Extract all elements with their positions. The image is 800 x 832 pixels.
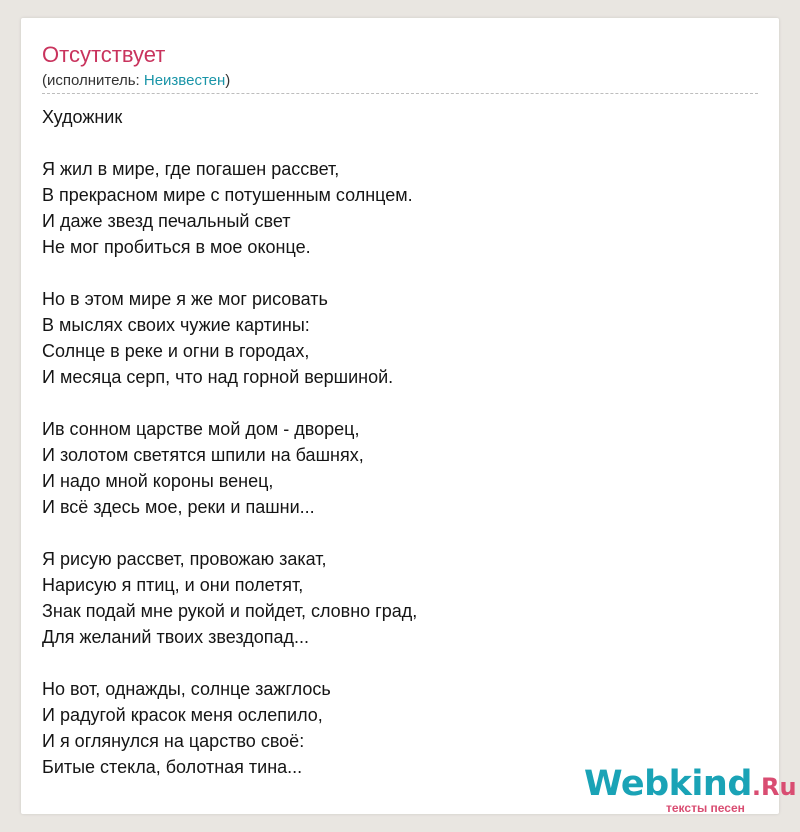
lyric-line	[42, 520, 417, 546]
webkind-logo[interactable]	[584, 763, 797, 815]
lyric-line: И я оглянулся на царство своё:	[42, 731, 305, 751]
lyrics-text	[42, 104, 417, 780]
lyric-line: Для желаний твоих звездопад...	[42, 627, 309, 647]
logo-tagline: тексты песен	[666, 801, 745, 815]
lyric-line: Не мог пробиться в мое оконце.	[42, 237, 311, 257]
lyric-line: И радугой красок меня ослепило,	[42, 705, 323, 725]
lyric-line	[42, 390, 417, 416]
lyric-line: И всё здесь мое, реки и пашни...	[42, 497, 315, 517]
lyric-line: В прекрасном мире с потушенным солнцем.	[42, 185, 413, 205]
artist-link[interactable]: Неизвестен	[143, 72, 226, 89]
artist-line	[42, 72, 230, 90]
lyrics-card	[21, 18, 797, 815]
lyric-line: Я рисую рассвет, провожаю закат,	[42, 549, 327, 569]
lyric-line: Художник	[42, 107, 123, 127]
lyric-line: В мыслях своих чужие картины:	[42, 315, 310, 335]
lyric-line: И даже звезд печальный свет	[42, 211, 291, 231]
lyric-line: И надо мной короны венец,	[42, 471, 274, 491]
lyric-line: Я жил в мире, где погашен рассвет,	[42, 159, 340, 179]
lyric-line: Но вот, однажды, солнце зажглось	[42, 679, 331, 699]
lyric-line: Ив сонном царстве мой дом - дворец,	[42, 419, 360, 439]
artist-suffix: )	[225, 72, 231, 89]
lyric-line	[42, 650, 417, 676]
logo-tld: .Ru	[751, 773, 797, 801]
lyric-line: Знак подай мне рукой и пойдет, словно град,	[42, 601, 418, 621]
lyric-line: Битые стекла, болотная тина...	[42, 757, 303, 777]
lyric-line: Солнце в реке и огни в городах,	[42, 341, 310, 361]
logo-name: Webkind	[584, 764, 752, 804]
artist-prefix: (исполнитель:	[42, 72, 144, 89]
song-title: Отсутствует	[42, 42, 166, 67]
divider	[42, 93, 758, 94]
lyric-line: И месяца серп, что над горной вершиной.	[42, 367, 394, 387]
lyric-line	[42, 260, 417, 286]
lyric-line	[42, 130, 417, 156]
lyric-line: Нарисую я птиц, и они полетят,	[42, 575, 304, 595]
lyric-line: И золотом светятся шпили на башнях,	[42, 445, 364, 465]
lyric-line: Но в этом мире я же мог рисовать	[42, 289, 328, 309]
